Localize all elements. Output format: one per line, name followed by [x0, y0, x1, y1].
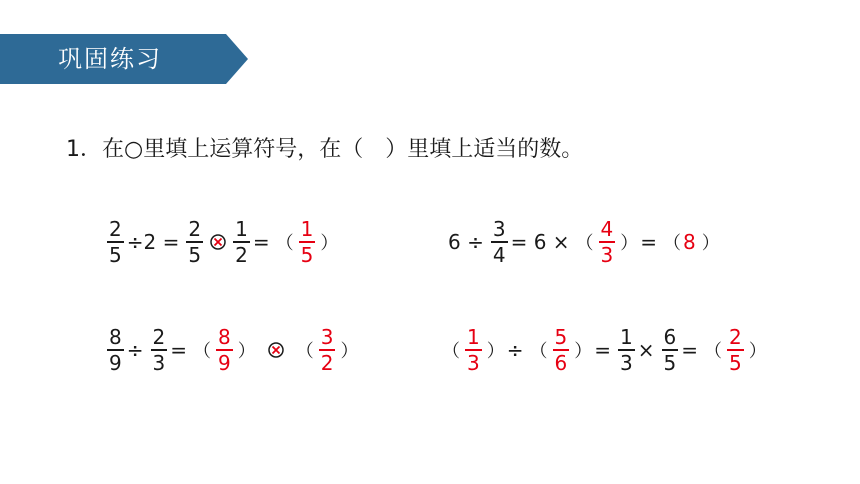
- fraction: $\frac{2}{5}$: [188, 217, 202, 267]
- fraction: $\frac{2}{5}$: [109, 217, 122, 267]
- paren-right: ）: [486, 341, 505, 362]
- operator-text: ×: [637, 338, 655, 362]
- paren-left: （: [704, 341, 722, 362]
- paren-right: ）: [701, 233, 720, 254]
- answer-fraction: $\frac{4}{3}$: [600, 217, 614, 267]
- equals-sign: =: [594, 338, 611, 362]
- paren-right: ）: [748, 341, 767, 362]
- paren-left: （: [529, 341, 548, 362]
- fraction: $\frac{8}{9}$: [109, 325, 122, 375]
- equals-sign: =: [252, 230, 270, 254]
- paren-right: ）: [620, 233, 639, 254]
- fraction: $\frac{1}{3}$: [620, 325, 633, 375]
- answer-value: 8: [683, 230, 696, 254]
- answer-fraction: $\frac{2}{5}$: [729, 325, 742, 375]
- fraction: $\frac{2}{3}$: [152, 325, 166, 375]
- equation-4: [440, 320, 769, 380]
- paren-right: ）: [237, 341, 256, 362]
- paren-right: ）: [574, 341, 593, 362]
- equals-sign: =: [170, 338, 187, 362]
- question-prompt: 1．在○里填上运算符号，在（ ）里填上适当的数。: [66, 137, 584, 162]
- paren-left: （: [295, 341, 314, 362]
- banner-title: 巩固练习: [58, 45, 162, 73]
- paren-right: ）: [340, 341, 359, 362]
- paren-left: （: [663, 233, 682, 254]
- fraction: $\frac{3}{4}$: [492, 217, 506, 267]
- fraction: $\frac{1}{2}$: [235, 217, 248, 267]
- answer-fraction: $\frac{8}{9}$: [218, 325, 231, 375]
- answer-fraction: $\frac{5}{6}$: [554, 325, 568, 375]
- equation-1: [104, 212, 340, 272]
- operator-text: = 6 ×: [510, 230, 570, 254]
- paren-left: （: [442, 341, 460, 362]
- operator-circle-times-icon: [210, 234, 226, 250]
- equation-2: [448, 212, 722, 272]
- operand-text: 6 ÷: [448, 230, 484, 254]
- operator-text: ÷2 =: [126, 230, 180, 254]
- fraction: $\frac{6}{5}$: [663, 325, 677, 375]
- paren-left: （: [193, 341, 211, 362]
- operator-text: ÷: [126, 338, 144, 362]
- answer-fraction: $\frac{1}{3}$: [467, 325, 480, 375]
- answer-fraction: $\frac{3}{2}$: [320, 325, 334, 375]
- answer-fraction: $\frac{1}{5}$: [300, 217, 314, 267]
- operator-circle-times-icon: [268, 342, 284, 358]
- operator-text: ÷: [506, 338, 524, 362]
- section-banner: [0, 34, 248, 84]
- equals-sign: =: [640, 230, 658, 254]
- paren-left: （: [275, 233, 294, 254]
- equals-sign: =: [681, 338, 698, 362]
- paren-left: （: [575, 233, 594, 254]
- equation-3: [104, 320, 360, 380]
- paren-right: ）: [320, 233, 339, 254]
